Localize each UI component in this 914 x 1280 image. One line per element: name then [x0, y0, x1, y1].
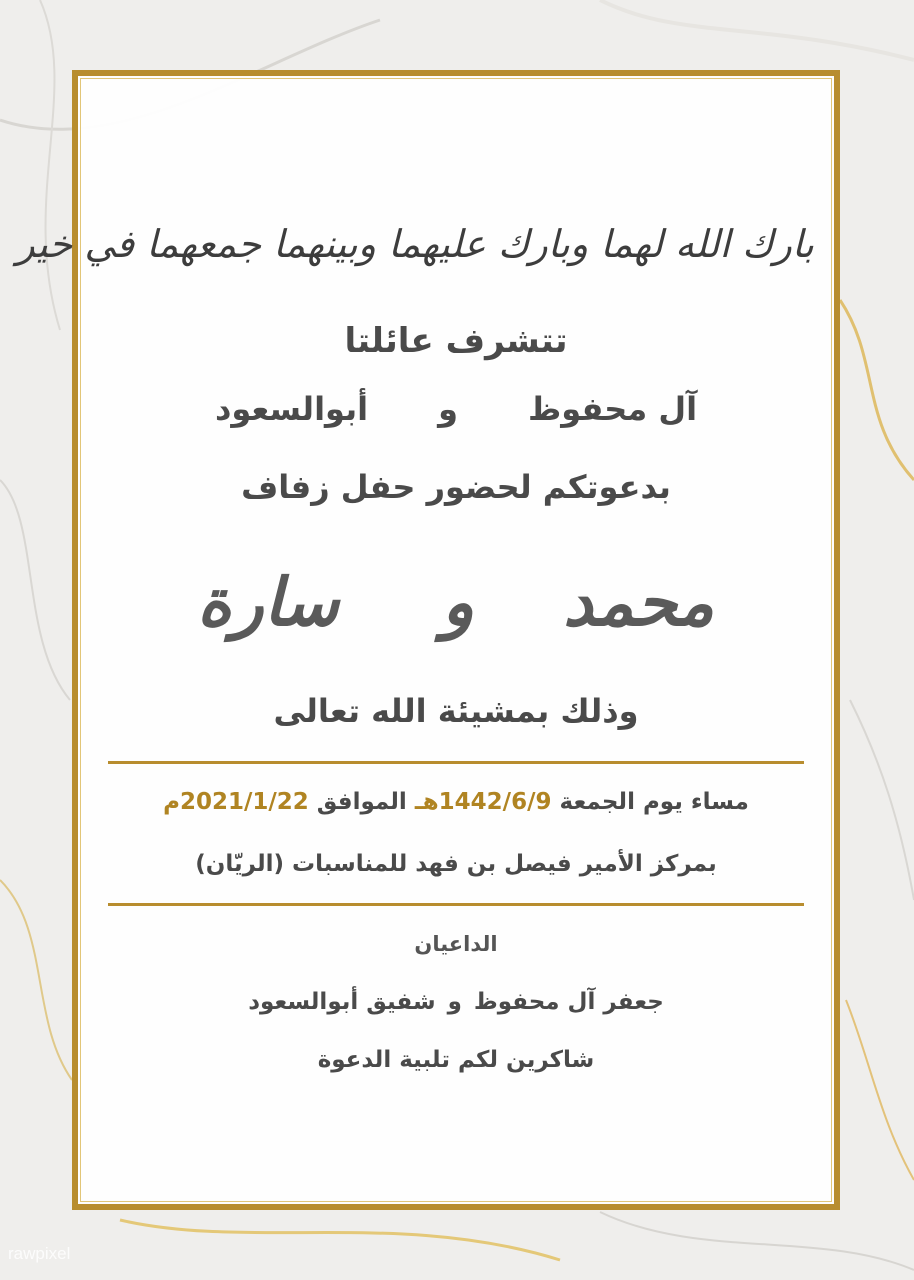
date-prefix: مساء يوم الجمعة — [559, 789, 749, 815]
intro-text: تتشرف عائلتا — [344, 321, 568, 361]
hosts-line — [98, 980, 814, 1024]
hosts-title: الداعيان — [414, 932, 498, 956]
watermark: rawpixel — [8, 1244, 71, 1263]
divider-bottom — [108, 903, 804, 906]
god-willing-text: وذلك بمشيئة الله تعالى — [273, 692, 639, 730]
bride-name: سارة — [197, 563, 339, 641]
groom-name: محمد — [563, 563, 714, 641]
thanks-text: شاكرين لكم تلبية الدعوة — [317, 1047, 595, 1073]
host-1: جعفر آل محفوظ — [473, 989, 664, 1015]
gregorian-date: 2021/1/22م — [163, 789, 309, 815]
hijri-date: 1442/6/9هـ — [414, 789, 552, 815]
family-1: آل محفوظ — [527, 390, 698, 428]
date-connector: الموافق — [316, 789, 407, 815]
couple-conjunction: و — [442, 563, 474, 641]
host-2: شفيق أبوالسعود — [248, 989, 436, 1015]
couple-names — [98, 532, 814, 672]
hosts-conjunction: و — [447, 989, 462, 1015]
families-conjunction: و — [438, 390, 458, 428]
invite-line: بدعوتكم لحضور حفل زفاف — [241, 468, 671, 506]
family-2: أبوالسعود — [214, 390, 369, 428]
venue-text: بمركز الأمير فيصل بن فهد للمناسبات (الريّان) — [195, 851, 717, 877]
date-line — [98, 780, 814, 824]
divider-top — [108, 761, 804, 764]
families-line — [98, 384, 814, 434]
blessing-calligraphy: بارك الله لهما وبارك عليهما وبينهما جمعهما في خير — [16, 222, 814, 266]
invitation-card — [16, 70, 840, 1210]
